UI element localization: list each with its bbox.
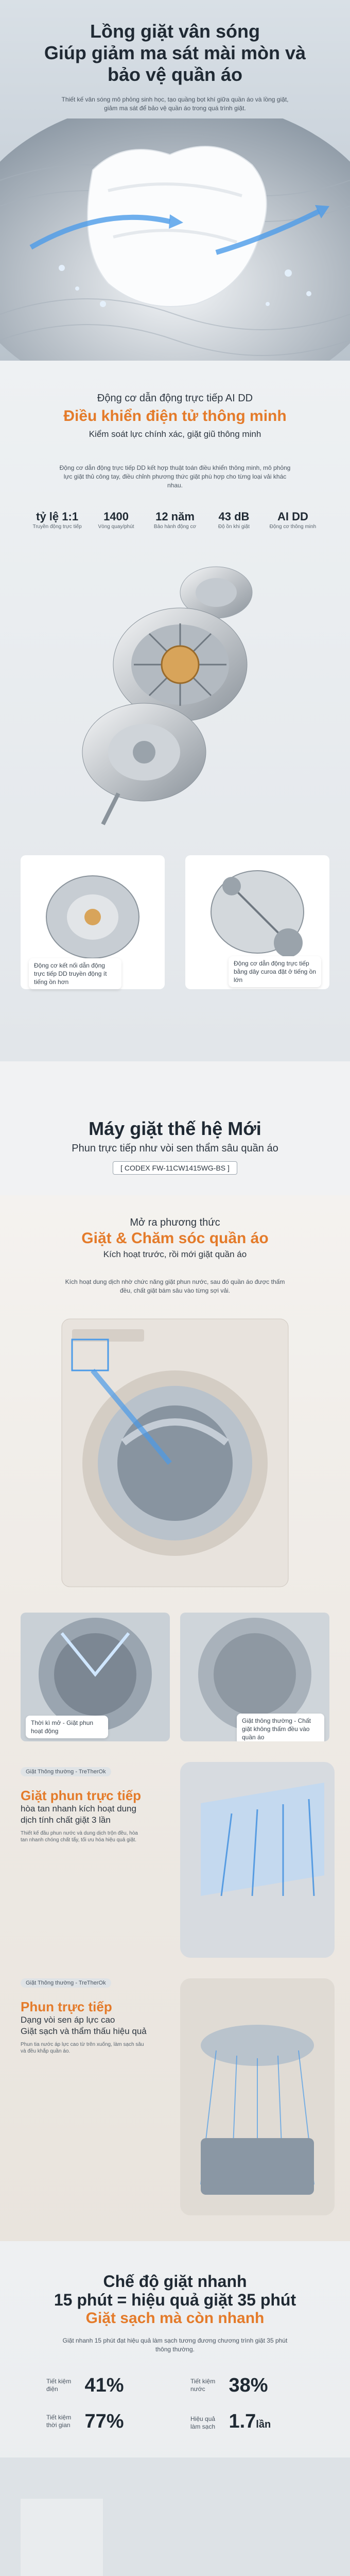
spec-item: 1400 Vòng quay/phút	[98, 510, 134, 530]
spec-item: AI DD Động cơ thông minh	[269, 510, 317, 530]
spray2-subtitle-1: Dạng vòi sen áp lực cao	[21, 2015, 115, 2025]
product1-subtitle: Phun trực tiếp như vòi sen thẩm sâu quần áo	[72, 1143, 278, 1154]
hero-title-line3: bảo vệ quần áo	[107, 64, 243, 85]
quick-title-1: Chế độ giặt nhanh	[103, 2272, 247, 2291]
care-tag-1: Giặt Thông thường - TreTherOk	[21, 1767, 111, 1776]
care-note-right: Giặt thông thường - Chất giặt không thấm đều vào quần áo	[237, 1714, 324, 1741]
hero-title-line1: Lồng giặt vân sóng	[90, 21, 260, 42]
spray-subtitle-2: dịch tính chất giặt 3 lần	[21, 1815, 111, 1825]
spray-description: Thiết kế đầu phun nước và dung dịch trộn đều, hòa tan nhanh chóng chất tẩy, tối ưu hóa hiệu quả giặt.	[21, 1831, 138, 1843]
motor-title: Điều khiển điện tử thông minh	[63, 408, 287, 425]
quick-title-3: Giặt sạch mà còn nhanh	[85, 2310, 265, 2327]
quick-description: Giặt nhanh 15 phút đạt hiệu quả làm sạch tương đương chương trình giặt 35 phút thông thường.	[62, 2337, 288, 2353]
product1-model-badge: [ CODEX FW-11CW1415WG-BS ]	[113, 1161, 237, 1175]
shower-spray-illustration	[170, 1968, 345, 2226]
spray2-subtitle-2: Giặt sạch và thẩm thấu hiệu quả	[21, 2026, 147, 2036]
quick-title-2: 15 phút = hiệu quả giặt 35 phút	[54, 2291, 296, 2309]
stat-electricity: Tiết kiệm điện 41%	[46, 2375, 124, 2396]
hero-title-line2: Giúp giảm ma sát mài mòn và	[44, 42, 306, 63]
drum-wave-illustration	[0, 118, 350, 361]
spray-title: Giặt phun trực tiếp	[21, 1788, 142, 1803]
stat-time: Tiết kiệm thời gian 77%	[46, 2411, 124, 2432]
spec-item: 43 dB Độ ồn khi giặt	[218, 510, 250, 530]
motor-exploded-illustration	[46, 546, 304, 835]
care-kicker: Mở ra phương thức	[130, 1217, 220, 1228]
care-compare-left	[21, 1613, 170, 1741]
motor-spec-row	[21, 510, 329, 531]
spec-item: tỷ lệ 1:1 Truyền động trực tiếp	[32, 510, 82, 530]
motor-kicker: Động cơ dẫn động trực tiếp AI DD	[97, 393, 253, 404]
motor-compare-card-left	[21, 855, 165, 989]
spray-subtitle-1: hòa tan nhanh kích hoạt dung	[21, 1804, 136, 1814]
hero-description: Thiết kế vân sóng mô phỏng sinh học, tạo quầng bọt khí giữa quần áo và lồng giặt, giảm ma sát để bảo vệ quần áo trong quá trình giặt.	[61, 96, 289, 112]
motor-description: Động cơ dẫn động trực tiếp DD kết hợp thuật toán điều khiển thông minh, mô phỏng lực giặt thủ công tay, điều chỉnh phương thức giặt phù hợp cho từng loại vải khác nhau.	[59, 464, 291, 489]
care-subtitle: Kích hoạt trước, rồi mới giặt quần áo	[103, 1249, 247, 1259]
motor-compare-card-right	[185, 855, 329, 989]
product1-section	[0, 1061, 350, 1195]
care-description: Kích hoạt dung dịch nhờ chức năng giặt phun nước, sau đó quần áo được thấm đều, chất giặt bám sâu vào từng sợi vải.	[65, 1278, 285, 1294]
quick-wash-section	[0, 2241, 350, 2576]
care-section	[0, 1195, 350, 2241]
product1-title: Máy giặt thế hệ Mới	[89, 1118, 261, 1139]
stat-water: Tiết kiệm nước 38%	[190, 2375, 268, 2396]
care-tag-2: Giặt Thông thường - TreTherOk	[21, 1978, 111, 1988]
care-title: Giặt & Chăm sóc quần áo	[81, 1230, 269, 1247]
motor-note-left: Động cơ kết nối dẫn động trực tiếp DD truyền động ít tiếng ồn hơn	[29, 958, 121, 989]
spray2-description: Phun tia nước áp lực cao từ trên xuống, làm sạch sâu và đều khắp quần áo.	[21, 2042, 144, 2054]
hero-title	[0, 21, 350, 86]
care-note-left: Thời kì mở - Giặt phun hoạt động	[26, 1716, 108, 1738]
care-compare-right	[180, 1613, 329, 1741]
motor-section	[0, 361, 350, 1061]
laundry-room-illustration	[0, 2458, 350, 2576]
washer-front-illustration	[41, 1309, 309, 1597]
spray2-title: Phun trực tiếp	[21, 1999, 112, 2014]
stat-cleaning: Hiệu quả làm sạch 1.7lần	[190, 2411, 271, 2432]
spray-nozzle-illustration	[170, 1741, 345, 1968]
spec-item: 12 năm Bảo hành động cơ	[153, 510, 197, 530]
motor-subtitle: Kiểm soát lực chính xác, giặt giũ thông minh	[89, 429, 261, 439]
motor-note-right: Động cơ dẫn động trực tiếp bằng dây curoa đặt ở tiếng ồn lớn	[229, 956, 321, 987]
hero-section	[0, 0, 350, 361]
